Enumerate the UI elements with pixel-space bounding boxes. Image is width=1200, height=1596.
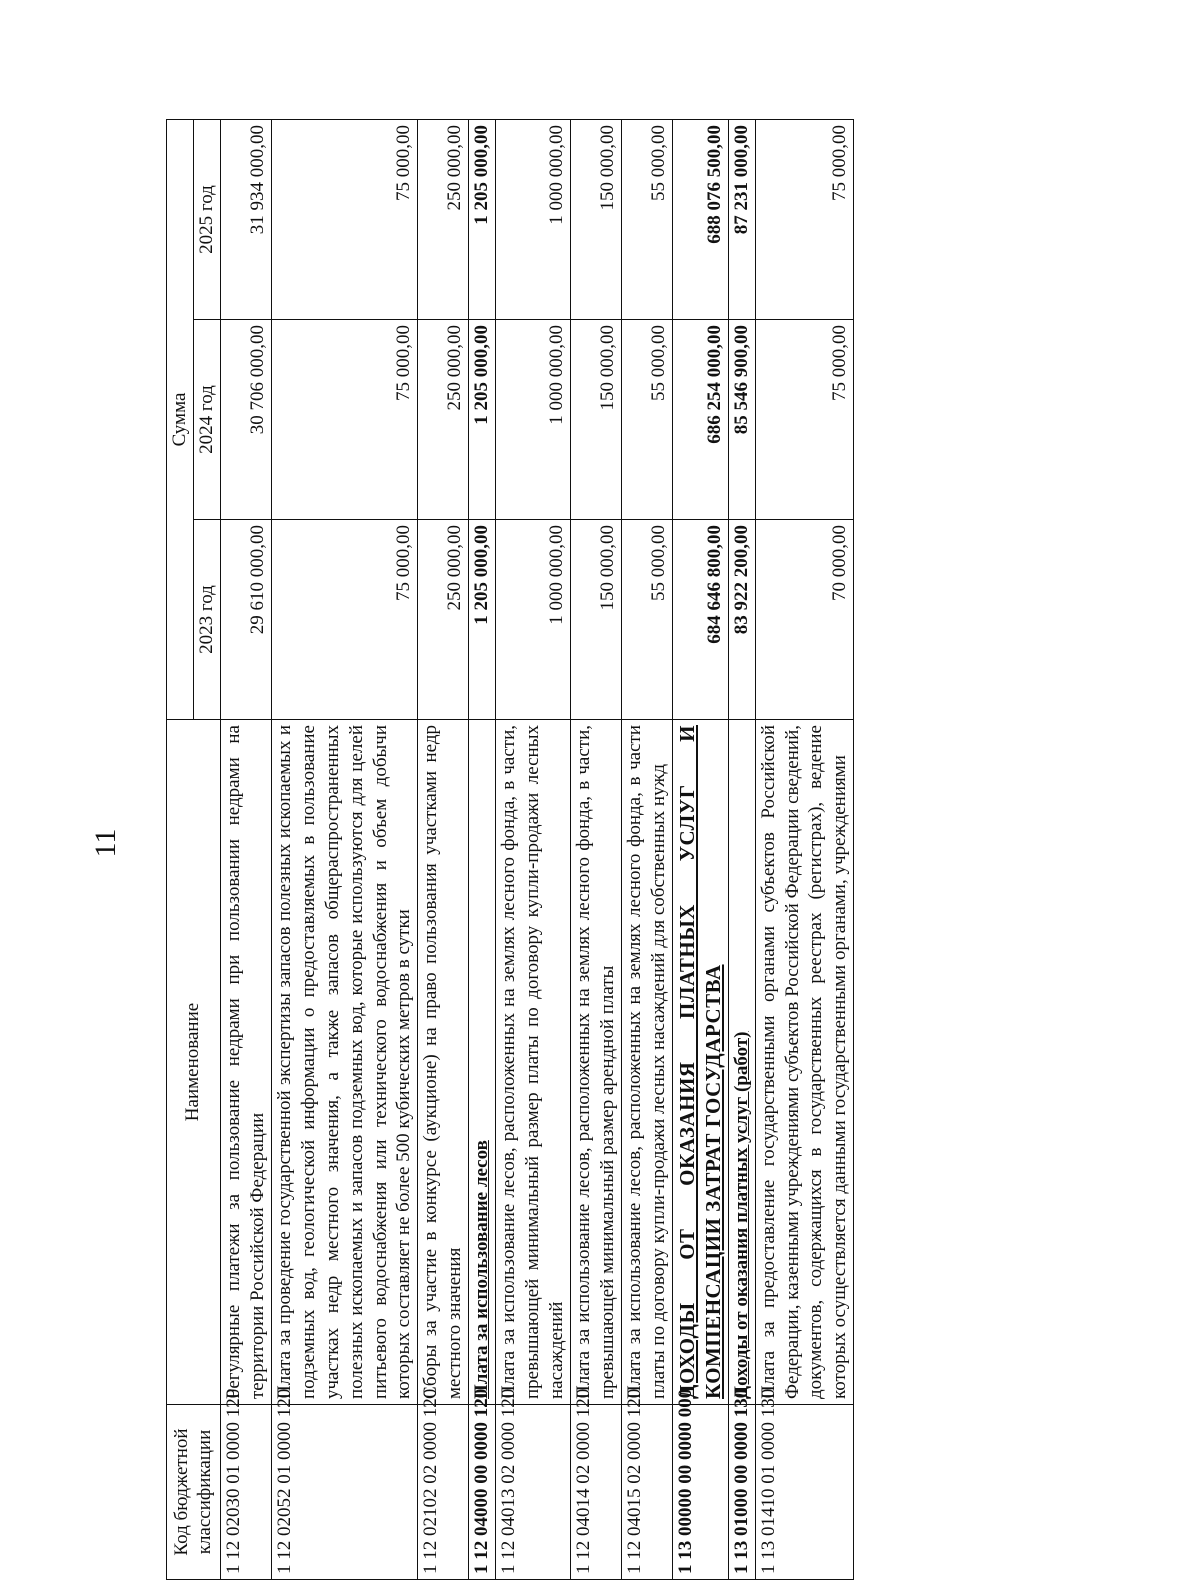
page-number: 11 <box>89 828 122 858</box>
row-value-2024: 85 546 900,00 <box>728 320 755 520</box>
row-name: Регулярные платежи за пользование недрами при пользовании недрами на территории Российской Федерации <box>220 720 271 1405</box>
row-value-2025: 250 000,00 <box>418 119 469 319</box>
row-value-2023: 1 205 000,00 <box>469 520 496 720</box>
row-value-2024: 1 205 000,00 <box>469 320 496 520</box>
row-value-2025: 1 000 000,00 <box>496 119 571 319</box>
table-row <box>418 119 469 1579</box>
row-name: Плата за проведение государственной экспертизы запасов полезных ископаемых и подземных вод, геологической информации о предоставляемых в пользование участках недр местного значения, а также запасов общераспространенных полезных ископаемых и запасов подземных вод, которые используются для целей питьевого водоснабжения или технического водоснабжения и объем добычи которых составляет не более 500 кубических метров в сутки <box>271 720 418 1405</box>
row-code: 1 12 04000 00 0000 120 <box>469 1405 496 1580</box>
row-name: ДОХОДЫ ОТ ОКАЗАНИЯ ПЛАТНЫХ УСЛУГ И КОМПЕНСАЦИИ ЗАТРАТ ГОСУДАРСТВА <box>672 720 728 1405</box>
row-value-2024: 150 000,00 <box>571 320 622 520</box>
row-value-2023: 55 000,00 <box>621 520 672 720</box>
row-code: 1 12 02102 02 0000 120 <box>418 1405 469 1580</box>
header-year-2025: 2025 год <box>193 119 220 319</box>
header-year-2023: 2023 год <box>193 520 220 720</box>
row-value-2025: 75 000,00 <box>755 119 854 319</box>
row-value-2025: 688 076 500,00 <box>672 119 728 319</box>
row-code: 1 12 02030 01 0000 120 <box>220 1405 271 1580</box>
table-row <box>728 119 755 1579</box>
table-row <box>571 119 622 1579</box>
table-row <box>220 119 271 1579</box>
row-value-2024: 55 000,00 <box>621 320 672 520</box>
row-code: 1 13 01410 01 0000 130 <box>755 1405 854 1580</box>
row-value-2023: 83 922 200,00 <box>728 520 755 720</box>
row-value-2024: 75 000,00 <box>271 320 418 520</box>
table-row <box>621 119 672 1579</box>
row-value-2024: 30 706 000,00 <box>220 320 271 520</box>
row-name: Доходы от оказания платных услуг (работ) <box>728 720 755 1405</box>
rotated-page-content <box>166 120 916 1580</box>
row-value-2024: 75 000,00 <box>755 320 854 520</box>
row-name: Плата за использование лесов <box>469 720 496 1405</box>
header-sum: Сумма <box>167 119 194 719</box>
row-code: 1 13 00000 00 0000 000 <box>672 1405 728 1580</box>
row-name: Плата за использование лесов, расположенных на землях лесного фонда, в части, превышающей минимальный размер арендной платы <box>571 720 622 1405</box>
row-name: Плата за использование лесов, расположенных на землях лесного фонда, в части платы по договору купли-продажи лесных насаждений для собственных нужд <box>621 720 672 1405</box>
header-code: Код бюджетной классификации <box>167 1405 221 1580</box>
row-value-2024: 250 000,00 <box>418 320 469 520</box>
table-row <box>755 119 854 1579</box>
row-value-2023: 150 000,00 <box>571 520 622 720</box>
row-value-2025: 31 934 000,00 <box>220 119 271 319</box>
row-name: Плата за предоставление государственными органами субъектов Российской Федерации, казенными учреждениями субъектов Российской Федерации сведений, документов, содержащихся в государственных реестрах (регистрах), ведение которых осуществляется данными государственными органами, учреждениями <box>755 720 854 1405</box>
row-value-2025: 150 000,00 <box>571 119 622 319</box>
header-name: Наименование <box>167 720 221 1405</box>
table-row <box>469 119 496 1579</box>
header-year-2024: 2024 год <box>193 320 220 520</box>
row-value-2023: 684 646 800,00 <box>672 520 728 720</box>
row-value-2023: 1 000 000,00 <box>496 520 571 720</box>
row-code: 1 12 04015 02 0000 120 <box>621 1405 672 1580</box>
row-value-2025: 55 000,00 <box>621 119 672 319</box>
table-row <box>496 119 571 1579</box>
row-value-2024: 1 000 000,00 <box>496 320 571 520</box>
row-value-2023: 250 000,00 <box>418 520 469 720</box>
row-value-2025: 75 000,00 <box>271 119 418 319</box>
row-name: Сборы за участие в конкурсе (аукционе) на право пользования участками недр местного значения <box>418 720 469 1405</box>
row-value-2023: 75 000,00 <box>271 520 418 720</box>
table-row <box>271 119 418 1579</box>
budget-income-table <box>166 119 854 1580</box>
row-code: 1 13 01000 00 0000 130 <box>728 1405 755 1580</box>
row-name: Плата за использование лесов, расположенных на землях лесного фонда, в части, превышающей минимальный размер платы по договору купли-продажи лесных насаждений <box>496 720 571 1405</box>
row-code: 1 12 02052 01 0000 120 <box>271 1405 418 1580</box>
table-row <box>672 119 728 1579</box>
table-body <box>220 119 853 1579</box>
row-value-2025: 1 205 000,00 <box>469 119 496 319</box>
row-code: 1 12 04013 02 0000 120 <box>496 1405 571 1580</box>
row-value-2023: 29 610 000,00 <box>220 520 271 720</box>
row-value-2023: 70 000,00 <box>755 520 854 720</box>
row-code: 1 12 04014 02 0000 120 <box>571 1405 622 1580</box>
row-value-2024: 686 254 000,00 <box>672 320 728 520</box>
row-value-2025: 87 231 000,00 <box>728 119 755 319</box>
